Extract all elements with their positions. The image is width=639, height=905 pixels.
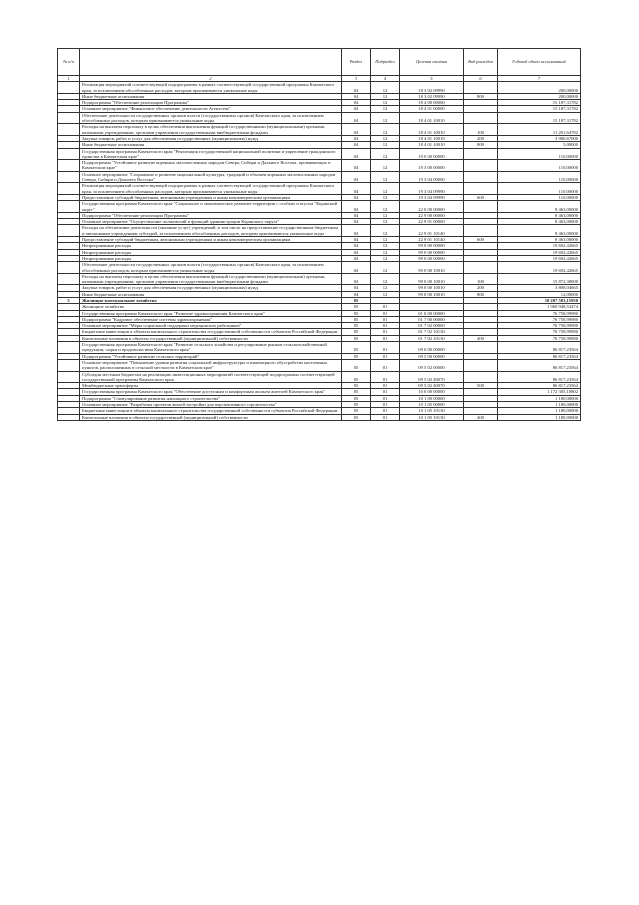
header-row [58, 49, 581, 76]
target-article-code: 19 0 00 00000 [400, 148, 464, 160]
amount-value: 15 187,31782 [498, 100, 581, 106]
subsection-code: 01 [371, 402, 400, 408]
row-number [58, 148, 80, 160]
header-no: № п/п [58, 49, 80, 76]
table-row [58, 371, 581, 383]
expense-name: Государственная программа Камчатского края "Социальное и экономическое развитие территории с особым статусом "Корякский округ" [80, 201, 342, 213]
section-code: 04 [342, 255, 371, 261]
amount-value: 8 463,00000 [498, 219, 581, 225]
target-article-code: 10 0 00 00000 [400, 389, 464, 395]
expense-name: Закупка товаров, работ и услуг для обеспечения государственных (муниципальных) нужд [80, 135, 342, 141]
table-row [58, 183, 581, 195]
section-code: 04 [342, 262, 371, 274]
section-code: 04 [342, 124, 371, 136]
subsection-code: 01 [371, 335, 400, 341]
expense-name: Бюджетные инвестиции в объекты капитального строительства государственной собственности субъектов Российской Федерации [80, 408, 342, 414]
target-article-code: 19 3 04 00000 [400, 171, 464, 183]
target-article-code: 10 1 00 00000 [400, 395, 464, 401]
section-code: 05 [342, 408, 371, 414]
section-code: 04 [342, 201, 371, 213]
expense-type-code: 100 [464, 273, 498, 285]
expense-name: Непрограммные расходы [80, 243, 342, 249]
amount-value: 110,00000 [498, 194, 581, 200]
expense-type-code [464, 262, 498, 274]
expense-name: Межбюджетные трансферты [80, 383, 342, 389]
amount-value: 76 758,99980 [498, 316, 581, 322]
row-number [58, 183, 80, 195]
section-code: 05 [342, 402, 371, 408]
subsection-code: 01 [371, 316, 400, 322]
table-row [58, 148, 581, 160]
table-row [58, 225, 581, 237]
subsection-code: 12 [371, 82, 400, 94]
target-article-code: 22 9 01 00000 [400, 219, 464, 225]
amount-value: 1 180,00000 [498, 395, 581, 401]
target-article-code: 99 0 00 00000 [400, 255, 464, 261]
section-code: 04 [342, 171, 371, 183]
expense-name: Подпрограмма "Обеспечение реализации Программы" [80, 100, 342, 106]
expense-type-code: 200 [464, 135, 498, 141]
expense-type-code: 500 [464, 383, 498, 389]
subsection-code: 12 [371, 285, 400, 291]
section-code: 04 [342, 135, 371, 141]
subsection-code: 12 [371, 112, 400, 124]
expense-name: Основное мероприятие "Осуществление полномочий и функций администрации Корякского округа" [80, 219, 342, 225]
header-podrazdel: Подраздел [371, 49, 400, 76]
section-code: 04 [342, 194, 371, 200]
subsection-code: 01 [371, 395, 400, 401]
expense-name: Основное мероприятие "Повышение уровня развития социальной инфраструктуры и инженерного обустройства населенных пунктов, расположенных в сельской местности в Камчатском крае" [80, 359, 342, 371]
table-row [58, 124, 581, 136]
expense-name: Предоставление субсидий бюджетным, автономным учреждениям и иным некоммерческим организациям [80, 237, 342, 243]
section-code: 05 [342, 335, 371, 341]
section-code: 04 [342, 219, 371, 225]
subsection-code: 12 [371, 225, 400, 237]
target-article-code: 09 5 00 00000 [400, 353, 464, 359]
expense-name: Капитальные вложения в объекты государственной (муниципальной) собственности [80, 335, 342, 341]
expense-name: Государственная программа Камчатского края "Обеспечение доступным и комфортным жильем жителей Камчатского края" [80, 389, 342, 395]
target-article-code: 01 7 02 00000 [400, 323, 464, 329]
expense-name: Подпрограмма "Кадровое обеспечение системы здравоохранения" [80, 316, 342, 322]
expense-name: Расходы на обеспечение деятельности (оказание услуг) учреждений, в том числе на предоставление государственным бюджетным и автономным учреждениям субсидий, за исключением обособленных расходов, которым присваиваются уникальные коды [80, 225, 342, 237]
amount-value: 110,00000 [498, 160, 581, 172]
row-number [58, 124, 80, 136]
amount-value: 12,00000 [498, 291, 581, 297]
expense-name: Капитальные вложения в объекты государственной (муниципальной) собственности [80, 414, 342, 420]
expense-type-code: 400 [464, 335, 498, 341]
amount-value: 8 463,00000 [498, 212, 581, 218]
subsection-code: 12 [371, 171, 400, 183]
expense-name: Основное мероприятие "Финансовое обеспечение деятельности Агентства" [80, 106, 342, 112]
subsection-code: 12 [371, 201, 400, 213]
section-code: 05 [342, 323, 371, 329]
amount-value: 76 758,99980 [498, 329, 581, 335]
row-number: 5 [58, 297, 80, 303]
section-code: 04 [342, 148, 371, 160]
section-code: 04 [342, 106, 371, 112]
amount-value: 8 463,00000 [498, 237, 581, 243]
expense-name: Реализация мероприятий соответствующей подпрограммы в рамках соответствующей государственной программы Камчатского края, за исключением обособленных расходов, которым присваиваются уникальные коды [80, 82, 342, 94]
expense-type-code: 800 [464, 142, 498, 148]
expense-name: Предоставление субсидий бюджетным, автономным учреждениям и иным некоммерческим организациям [80, 194, 342, 200]
column-number: 4 [371, 76, 400, 82]
target-article-code: 01 7 00 00000 [400, 316, 464, 322]
section-code: 04 [342, 142, 371, 148]
section-code: 04 [342, 93, 371, 99]
header-target-article: Целевая статья [400, 49, 464, 76]
subsection-code: 12 [371, 100, 400, 106]
expense-name: Иные бюджетные ассигнования [80, 291, 342, 297]
subsection-code: 12 [371, 262, 400, 274]
amount-value: 76 758,99980 [498, 335, 581, 341]
expense-name: Бюджетные инвестиции в объекты капитального строительства государственной собственности субъектов Российской Федерации [80, 329, 342, 335]
target-article-code: 18 4 01 10010 [400, 112, 464, 124]
row-number [58, 171, 80, 183]
expense-name: Закупка товаров, работ и услуг для обеспечения государственных (муниципальных) нужд [80, 285, 342, 291]
row-number [58, 262, 80, 274]
table-row [58, 112, 581, 124]
row-number [58, 371, 80, 383]
target-article-code: 19 3 04 09990 [400, 183, 464, 195]
section-code: 04 [342, 285, 371, 291]
amount-value: 19 692,42665 [498, 262, 581, 274]
amount-value: 15 187,31782 [498, 106, 581, 112]
subsection-code: 12 [371, 124, 400, 136]
expense-type-code [464, 201, 498, 213]
expense-type-code [464, 160, 498, 172]
subsection-code: 12 [371, 194, 400, 200]
header-name [80, 49, 342, 76]
section-code: 05 [342, 383, 371, 389]
amount-value: 110,00000 [498, 183, 581, 195]
amount-value: 1 180,00000 [498, 402, 581, 408]
expense-type-code [464, 371, 498, 383]
section-code: 04 [342, 273, 371, 285]
header-amount: Годовой объем ассигнований [498, 49, 581, 76]
column-number: 2 [80, 76, 342, 82]
amount-value: 10 207 583,15950 [498, 297, 581, 303]
subsection-code: 12 [371, 106, 400, 112]
amount-value: 200,00000 [498, 93, 581, 99]
column-number: 7 [498, 76, 581, 82]
target-article-code: 18 4 01 10010 [400, 124, 464, 136]
expense-name: Подпрограмма "Стимулирование развития жилищного строительства" [80, 395, 342, 401]
target-article-code: 19 3 04 09990 [400, 194, 464, 200]
subsection-code: 01 [371, 414, 400, 420]
expense-name: Основное мероприятие "Разработка проектов жилой застройки для перспективного строительства" [80, 402, 342, 408]
expense-name: Обеспечение деятельности государственных органов власти (государственных органов) Камчатского края, за исключением обособленных расходов, которым присваиваются уникальные коды. [80, 262, 342, 274]
amount-value: 19 692,42665 [498, 249, 581, 255]
expense-type-code [464, 342, 498, 354]
amount-value: 3 980,67000 [498, 135, 581, 141]
section-code: 05 [342, 297, 371, 303]
subsection-code: 12 [371, 243, 400, 249]
amount-value: 1 180,00000 [498, 408, 581, 414]
subsection-code: 01 [371, 371, 400, 383]
expense-type-code [464, 148, 498, 160]
target-article-code: 10 1 05 10130 [400, 414, 464, 420]
expense-type-code [464, 112, 498, 124]
target-article-code: 99 0 00 10010 [400, 291, 464, 297]
amount-value: 86 817,23564 [498, 353, 581, 359]
row-number [58, 82, 80, 94]
subsection-code: 01 [371, 383, 400, 389]
expense-type-code: 600 [464, 194, 498, 200]
section-code: 04 [342, 237, 371, 243]
expense-name: Иные бюджетные ассигнования [80, 93, 342, 99]
section-code: 05 [342, 359, 371, 371]
expense-name: Расходы на выплаты персоналу в целях обеспечения выполнения функций государственными (муниципальными) органами, казенными учреждениями, органами управления государственными внебюджетными фондами [80, 273, 342, 285]
subsection-code: 12 [371, 249, 400, 255]
amount-value: 19 692,42665 [498, 255, 581, 261]
section-code: 05 [342, 371, 371, 383]
target-article-code: 99 0 00 10010 [400, 273, 464, 285]
target-article-code: 09 5 02 40070 [400, 371, 464, 383]
expense-type-code [464, 225, 498, 237]
header-razdel: Раздел [342, 49, 371, 76]
amount-value: 86 817,23564 [498, 371, 581, 383]
expense-type-code: 100 [464, 124, 498, 136]
row-number [58, 160, 80, 172]
row-number [58, 201, 80, 213]
expense-type-code [464, 171, 498, 183]
expense-type-code: 800 [464, 93, 498, 99]
expense-name: Непрограммные расходы [80, 255, 342, 261]
section-code: 04 [342, 100, 371, 106]
target-article-code: 22 9 01 10140 [400, 225, 464, 237]
expense-name: Подпрограмма "Обеспечение реализации Программы" [80, 212, 342, 218]
expense-type-code: 800 [464, 291, 498, 297]
section-code: 05 [342, 414, 371, 420]
expense-name: Государственная программа Камчатского края "Развитие здравоохранения Камчатского края" [80, 310, 342, 316]
expense-name: Непрограммные расходы [80, 249, 342, 255]
amount-value: 1 960 948,53474 [498, 304, 581, 310]
section-code: 04 [342, 82, 371, 94]
subsection-code: 12 [371, 160, 400, 172]
amount-value: 110,00000 [498, 148, 581, 160]
subsection-code: 12 [371, 135, 400, 141]
subsection-code: 12 [371, 212, 400, 218]
amount-value: 76 758,99980 [498, 323, 581, 329]
table-row [58, 262, 581, 274]
expense-name: Подпрограмма "Устойчивое развитие коренных малочисленных народов Севера, Сибири и Дальнего Востока, проживающих в Камчатском крае" [80, 160, 342, 172]
target-article-code: 99 0 00 10010 [400, 262, 464, 274]
column-number: 3 [342, 76, 371, 82]
amount-value: 1 172 305,10802 [498, 389, 581, 395]
section-code: 04 [342, 249, 371, 255]
subsection-code: 01 [371, 389, 400, 395]
column-number: 6 [464, 76, 498, 82]
header-expense-type: Вид расходов [464, 49, 498, 76]
target-article-code: 19 3 00 00000 [400, 160, 464, 172]
target-article-code: 10 1 05 00000 [400, 402, 464, 408]
expense-name: Жилищное хозяйство [80, 304, 342, 310]
row-number [58, 342, 80, 354]
subsection-code: 12 [371, 148, 400, 160]
target-article-code: 10 1 05 10130 [400, 408, 464, 414]
target-article-code: 22 9 00 00000 [400, 212, 464, 218]
table-row [58, 171, 581, 183]
subsection-code: 01 [371, 359, 400, 371]
section-code: 05 [342, 353, 371, 359]
subsection-code: 12 [371, 291, 400, 297]
row-number [58, 414, 80, 420]
table-row [58, 414, 581, 420]
subsection-code: 12 [371, 273, 400, 285]
amount-value: 86 817,23564 [498, 359, 581, 371]
subsection-code: 12 [371, 183, 400, 195]
subsection-code: 12 [371, 219, 400, 225]
expense-type-code [464, 82, 498, 94]
table-row [58, 342, 581, 354]
section-code: 05 [342, 304, 371, 310]
section-code: 05 [342, 389, 371, 395]
amount-value: 19 692,42665 [498, 243, 581, 249]
subsection-code: 12 [371, 142, 400, 148]
target-article-code: 09 0 00 00000 [400, 342, 464, 354]
expense-name: Основное мероприятие "Меры социальной поддержки медицинских работников" [80, 323, 342, 329]
expense-name: Подпрограмма "Устойчивое развитие сельских территорий" [80, 353, 342, 359]
expense-type-code [464, 183, 498, 195]
expense-type-code: 600 [464, 237, 498, 243]
target-article-code: 01 7 02 10130 [400, 329, 464, 335]
row-number [58, 359, 80, 371]
expense-type-code: 400 [464, 414, 498, 420]
budget-table [57, 48, 581, 421]
target-article-code: 99 0 00 00000 [400, 249, 464, 255]
amount-value: 86 817,23564 [498, 342, 581, 354]
table-row [58, 82, 581, 94]
table-row [58, 359, 581, 371]
amount-value: 5,00000 [498, 142, 581, 148]
column-number: 1 [58, 76, 80, 82]
expense-name: Государственная программа Камчатского края "Реализация государственной национальной политики и укрепление гражданского единства в Камчатском крае" [80, 148, 342, 160]
target-article-code: 99 0 00 10010 [400, 285, 464, 291]
subsection-code: 01 [371, 342, 400, 354]
amount-value: 3 808,04665 [498, 285, 581, 291]
section-code: 04 [342, 112, 371, 124]
expense-name: Государственная программа Камчатского края "Развитие сельского хозяйства и регулирование рынков сельскохозяйственной продукции, сырья и продовольствия Камчатского края" [80, 342, 342, 354]
subsection-code: 01 [371, 304, 400, 310]
section-code: 05 [342, 310, 371, 316]
row-number [58, 225, 80, 237]
expense-name: Обеспечение деятельности государственных органов власти (государственных органов) Камчатского края, за исключением обособленных расходов, которым присваиваются уникальные коды. [80, 112, 342, 124]
subsection-code: 12 [371, 255, 400, 261]
amount-value: 8 463,00000 [498, 225, 581, 237]
target-article-code: 22 0 00 00000 [400, 201, 464, 213]
table-row [58, 160, 581, 172]
section-code: 05 [342, 316, 371, 322]
section-code: 05 [342, 395, 371, 401]
table-row [58, 273, 581, 285]
target-article-code: 18 4 01 00000 [400, 106, 464, 112]
subsection-code: 01 [371, 310, 400, 316]
row-number [58, 112, 80, 124]
subsection-code: 01 [371, 408, 400, 414]
amount-value: 15 187,31782 [498, 112, 581, 124]
target-article-code: 18 4 01 10010 [400, 142, 464, 148]
section-code: 04 [342, 225, 371, 237]
section-code: 04 [342, 160, 371, 172]
target-article-code: 09 5 02 00000 [400, 359, 464, 371]
target-article-code: 01 0 00 00000 [400, 310, 464, 316]
target-article-code: 18 3 02 09990 [400, 93, 464, 99]
amount-value: 110,00000 [498, 171, 581, 183]
budget-page [57, 48, 580, 421]
subsection-code: 01 [371, 353, 400, 359]
amount-value: 15 872,38000 [498, 273, 581, 285]
section-code: 05 [342, 342, 371, 354]
expense-name: Основное мероприятие "Сохранение и развитие национальной культуры, традиций и обычаев коренных малочисленных народов Севера, Сибири и Дальнего Востока" [80, 171, 342, 183]
subsection-code: 01 [371, 323, 400, 329]
target-article-code: 01 7 02 10130 [400, 335, 464, 341]
subsection-code: 12 [371, 237, 400, 243]
expense-name: Иные бюджетные ассигнования [80, 142, 342, 148]
section-code: 04 [342, 183, 371, 195]
amount-value: 1 180,00000 [498, 414, 581, 420]
section-code: 04 [342, 212, 371, 218]
amount-value: 8 463,00000 [498, 201, 581, 213]
section-code: 04 [342, 291, 371, 297]
row-number [58, 273, 80, 285]
subsection-code: 12 [371, 93, 400, 99]
expense-name: Жилищно-коммунальное хозяйство [80, 297, 342, 303]
target-article-code: 18 3 02 09990 [400, 82, 464, 94]
target-article-code: 09 5 02 40070 [400, 383, 464, 389]
amount-value: 11 201,64782 [498, 124, 581, 136]
amount-value: 76 758,99980 [498, 310, 581, 316]
column-number: 5 [400, 76, 464, 82]
target-article-code: 18 4 01 10010 [400, 135, 464, 141]
target-article-code: 99 0 00 00000 [400, 243, 464, 249]
expense-name: Расходы на выплаты персоналу в целях обеспечения выполнения функций государственными (муниципальными) органами, казенными учреждениями, органами управления государственными внебюджетными фондами [80, 124, 342, 136]
target-article-code: 18 4 00 00000 [400, 100, 464, 106]
target-article-code: 22 9 01 10140 [400, 237, 464, 243]
amount-value: 200,00000 [498, 82, 581, 94]
section-code: 04 [342, 243, 371, 249]
section-code: 05 [342, 329, 371, 335]
expense-name: Субсидии местным бюджетам на реализацию инвестиционных мероприятий соответствующей подпрограммы соответствующей государственной программы Камчатского края [80, 371, 342, 383]
amount-value: 86 817,23564 [498, 383, 581, 389]
table-row [58, 201, 581, 213]
expense-type-code [464, 359, 498, 371]
subsection-code: 01 [371, 329, 400, 335]
expense-type-code: 200 [464, 285, 498, 291]
expense-name: Реализация мероприятий соответствующей подпрограммы в рамках соответствующей государственной программы Камчатского края, за исключением обособленных расходов, которым присваиваются уникальные коды [80, 183, 342, 195]
